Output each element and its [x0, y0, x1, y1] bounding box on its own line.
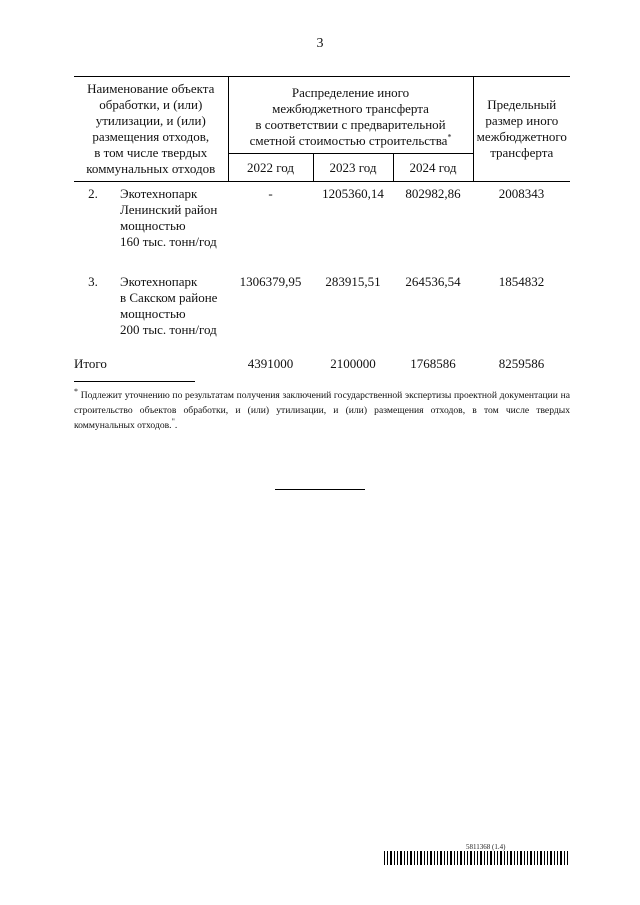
- end-separator: [275, 489, 365, 490]
- barcode-icon: [384, 851, 568, 865]
- total-2023: 2100000: [330, 355, 376, 371]
- value-2023: 1205360,14: [322, 185, 384, 201]
- value-limit: 2008343: [498, 185, 545, 201]
- header-year-2023: 2023 год: [313, 154, 393, 182]
- total-row: [74, 356, 570, 372]
- value-2022: -: [268, 185, 273, 201]
- header-object-name: Наименование объекта обработки, и (или) утилизации, и (или) размещения отходов, в том числе твердых коммунальных отходов: [74, 77, 228, 182]
- total-2022: 4391000: [247, 355, 294, 371]
- row-number: 2.: [88, 185, 98, 201]
- document-code: 5811368 (1.4): [466, 843, 506, 851]
- total-limit: 8259586: [498, 355, 545, 371]
- footnote-mark: *: [74, 386, 78, 396]
- value-2023: 283915,51: [325, 273, 381, 289]
- header-limit: Предельный размер иного межбюджетного трансферта: [473, 77, 570, 182]
- value-2024: 264536,54: [405, 273, 461, 289]
- value-2022: 1306379,95: [239, 273, 302, 289]
- value-2024: 802982,86: [405, 185, 461, 201]
- header-distribution: Распределение иного межбюджетного трансферта в соответствии с предварительной сметной стоимостью строительства*: [228, 77, 473, 154]
- footnote-marker: *: [447, 132, 452, 142]
- transfer-table: [74, 76, 570, 372]
- object-name: Экотехнопарк в Сакском районе мощностью 200 тыс. тонн/год: [120, 273, 218, 337]
- table-row: [74, 186, 570, 250]
- closing-quote-mark: ": [171, 416, 175, 426]
- total-label: Итого: [74, 355, 107, 371]
- footnote: [74, 388, 570, 433]
- closing-period: .: [174, 420, 178, 431]
- table-row: [74, 274, 570, 338]
- page-number: 3: [316, 36, 324, 51]
- value-limit: 1854832: [498, 273, 545, 289]
- footnote-separator: [74, 381, 195, 382]
- header-year-2022: 2022 год: [228, 154, 313, 182]
- footnote-text: Подлежит уточнению по результатам получения заключений государственной экспертизы проектной документации на строительство объектов обработки, и (или) утилизации, и (или) размещения отходов, в том числе твердых коммунальных отходов.: [74, 390, 571, 431]
- row-number: 3.: [88, 273, 98, 289]
- total-2024: 1768586: [410, 355, 456, 371]
- object-name: Экотехнопарк Ленинский район мощностью 160 тыс. тонн/год: [120, 185, 218, 249]
- header-year-2024: 2024 год: [393, 154, 473, 182]
